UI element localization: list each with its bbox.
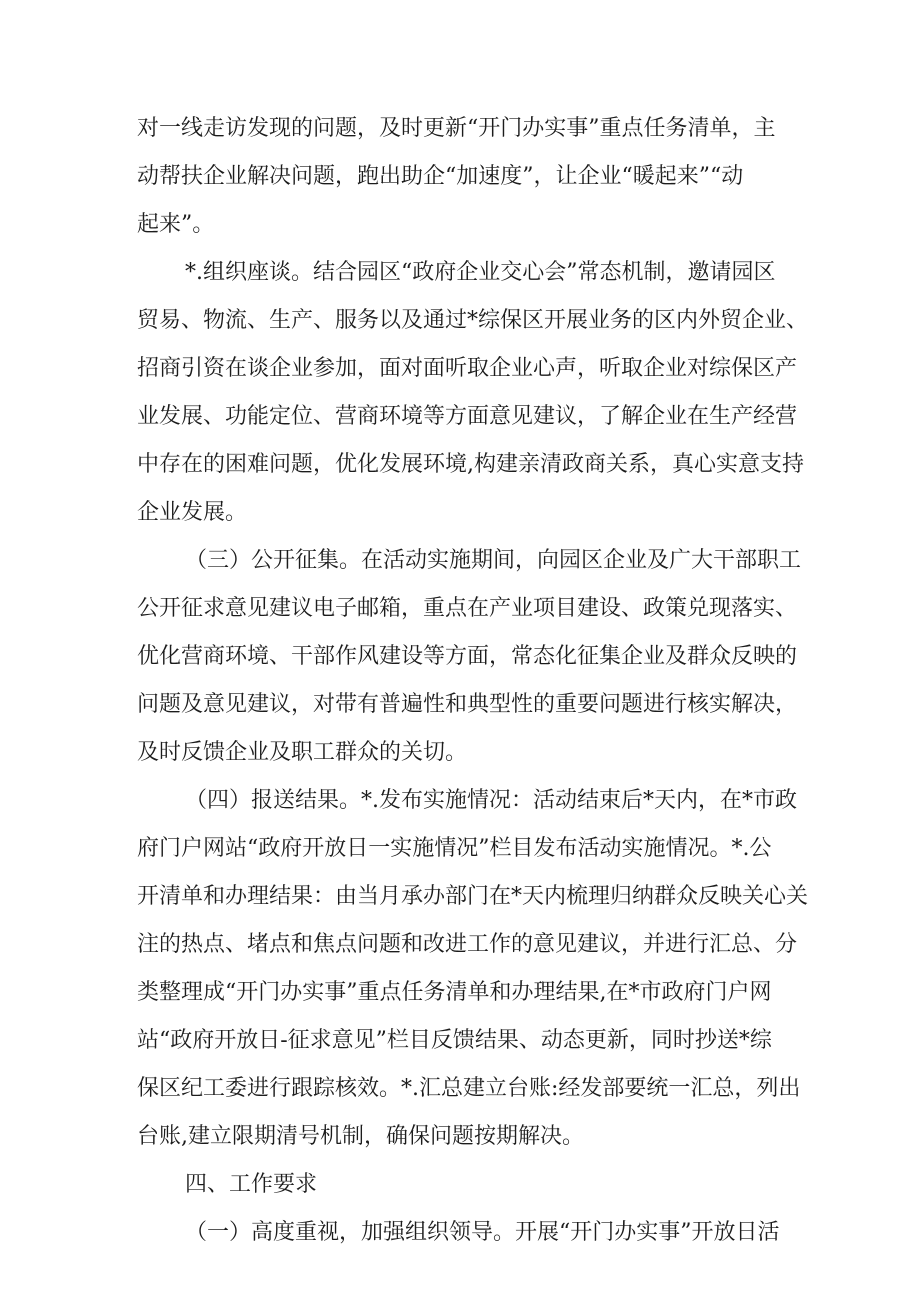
text-line: 问题及意见建议，对带有普遍性和典型性的重要问题进行核实解决，: [137, 692, 798, 717]
text-line: （一）高度重视，加强组织领导。开展“开门办实事”开放日活: [185, 1220, 780, 1245]
text-line: 开清单和办理结果：由当月承办部门在*天内梳理归纳群众反映关心关: [137, 884, 809, 909]
text-line: 站“政府开放日-征求意见”栏目反馈结果、动态更新，同时抄送*综: [137, 1028, 772, 1053]
text-line: 优化营商环境、干部作风建设等方面，常态化征集企业及群众反映的: [137, 644, 798, 669]
text-line: 动帮扶企业解决问题，跑出助企“加速度”，让企业“暖起来”“动: [137, 164, 744, 189]
text-line: 招商引资在谈企业参加，面对面听取企业心声，听取企业对综保区产: [137, 356, 798, 381]
text-line: 对一线走访发现的问题，及时更新“开门办实事”重点任务清单，主: [137, 116, 776, 141]
text-line: 贸易、物流、生产、服务以及通过*综保区开展业务的区内外贸企业、: [137, 308, 809, 333]
text-line: *.组织座谈。结合园区“政府企业交心会”常态机制，邀请园区: [185, 260, 776, 285]
text-line: 公开征求意见建议电子邮箱，重点在产业项目建设、政策兑现落实、: [137, 596, 798, 621]
text-line: 府门户网站“政府开放日一实施情况”栏目发布活动实施情况。*.公: [137, 836, 772, 861]
text-line: 企业发展。: [137, 500, 248, 525]
text-line: 注的热点、堵点和焦点问题和改进工作的意见建议，并进行汇总、分: [137, 932, 798, 957]
text-line: 起来”。: [137, 212, 215, 237]
text-line: （三）公开征集。在活动实施期间，向园区企业及广大干部职工: [185, 548, 802, 573]
text-line: （四）报送结果。*.发布实施情况：活动结束后*天内，在*市政: [185, 788, 797, 813]
text-line: 台账,建立限期清号机制，确保问题按期解决。: [137, 1124, 584, 1149]
text-line: 及时反馈企业及职工群众的关切。: [137, 740, 468, 765]
text-line: 中存在的困难问题，优化发展环境,构建亲清政商关系，真心实意支持: [137, 452, 804, 477]
section-heading: 四、工作要求: [185, 1172, 318, 1197]
text-line: 业发展、功能定位、营商环境等方面意见建议，了解企业在生产经营: [137, 404, 798, 429]
text-line: 类整理成“开门办实事”重点任务清单和办理结果,在*市政府门户网: [137, 980, 772, 1005]
text-line: 保区纪工委进行跟踪核效。*.汇总建立台账:经发部要统一汇总，列出: [137, 1076, 801, 1101]
